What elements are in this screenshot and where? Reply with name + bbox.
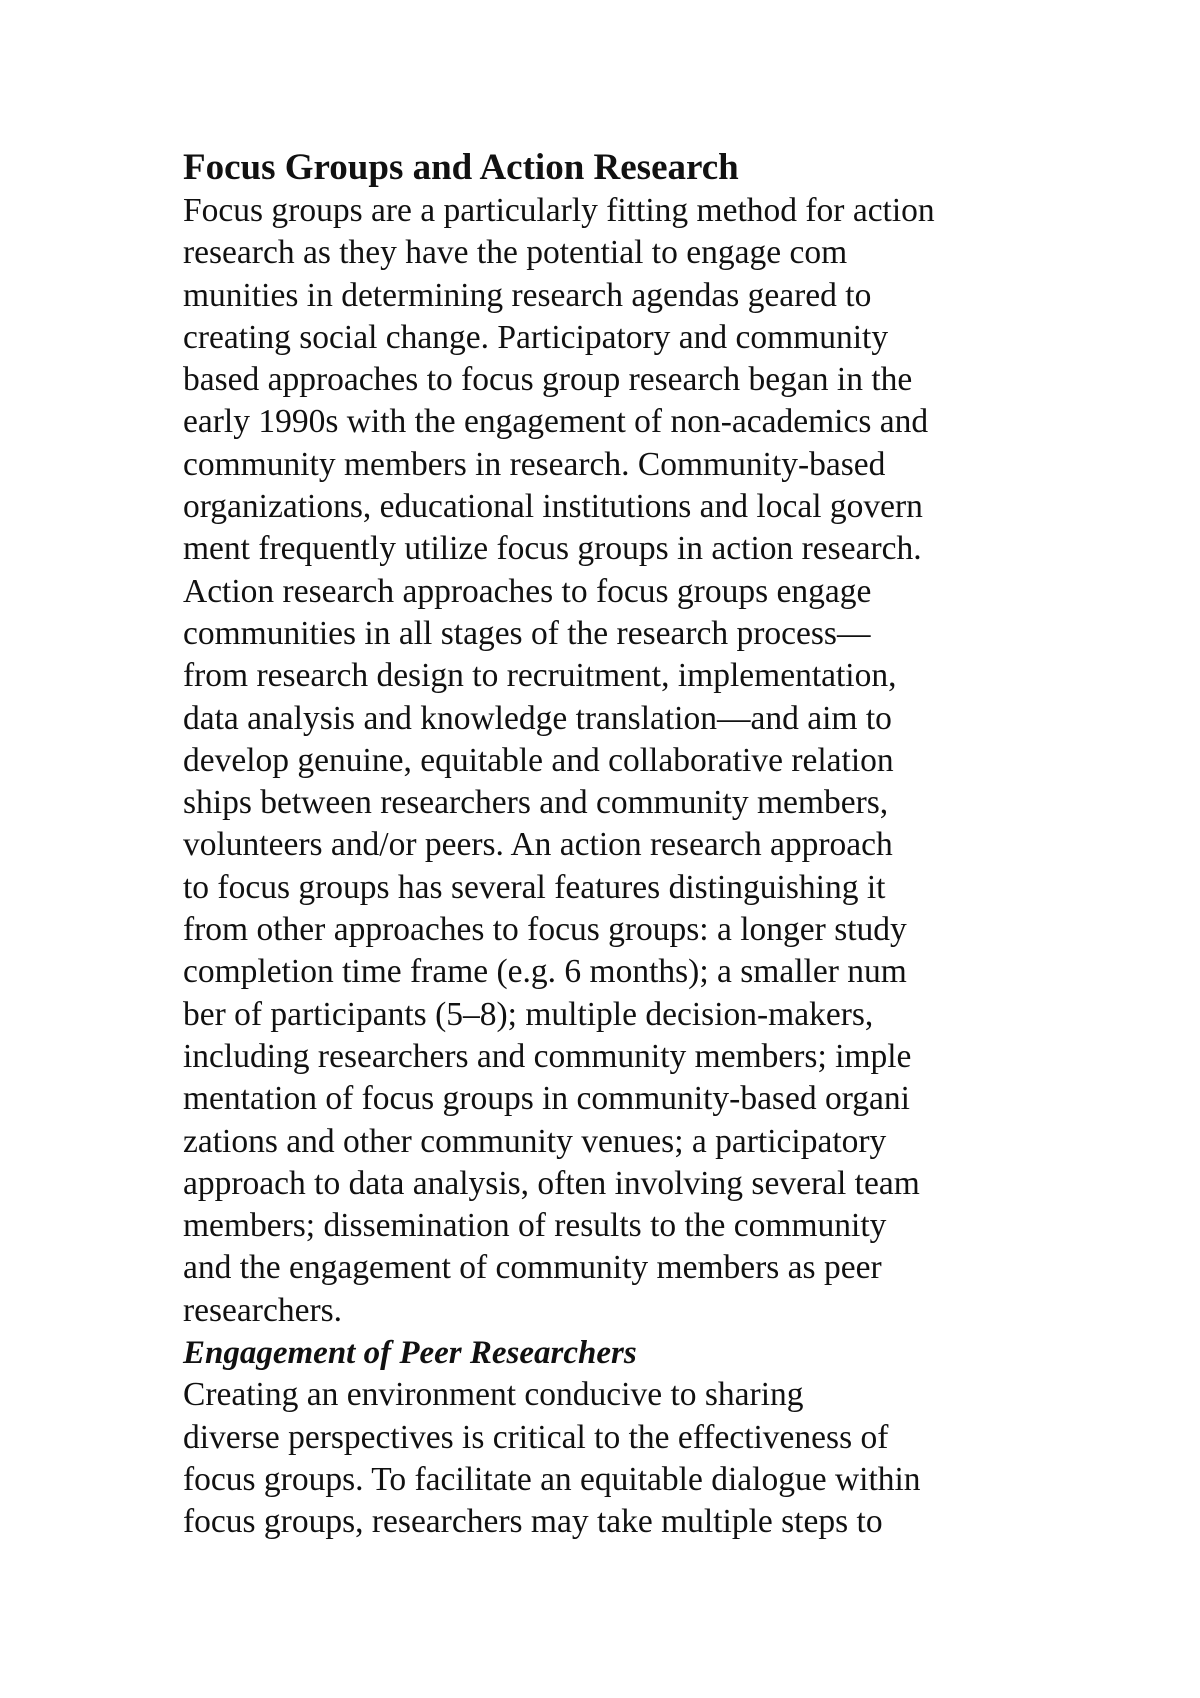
text-line: from other approaches to focus groups: a longer study	[183, 911, 907, 949]
text-line: approach to data analysis, often involving several team	[183, 1164, 920, 1202]
text-line: focus groups. To facilitate an equitable dialogue within	[183, 1460, 921, 1498]
text-line: ships between researchers and community members,	[183, 784, 889, 822]
text-line: including researchers and community members; imple	[183, 1037, 912, 1075]
text-line: communities in all stages of the research process—	[183, 614, 871, 652]
subsection-paragraph	[183, 1374, 1053, 1543]
section-paragraph	[183, 190, 1053, 1332]
text-line: organizations, educational institutions and local govern	[183, 488, 923, 526]
text-line: munities in determining research agendas geared to	[183, 276, 872, 314]
text-line: volunteers and/or peers. An action research approach	[183, 826, 893, 864]
text-line: focus groups, researchers may take multiple steps to	[183, 1503, 883, 1541]
section-heading: Focus Groups and Action Research	[183, 147, 739, 188]
text-line: creating social change. Participatory and community	[183, 318, 889, 356]
text-line: and the engagement of community members as peer	[183, 1249, 882, 1287]
text-line: ment frequently utilize focus groups in action research.	[183, 530, 922, 568]
text-line: Focus groups are a particularly fitting method for action	[183, 192, 935, 229]
document-page	[183, 146, 1053, 1544]
text-line: from research design to recruitment, implementation,	[183, 657, 897, 695]
text-line: to focus groups has several features distinguishing it	[183, 868, 886, 906]
text-line: mentation of focus groups in community-based organi	[183, 1080, 910, 1118]
text-line: based approaches to focus group research began in the	[183, 361, 913, 399]
text-line: completion time frame (e.g. 6 months); a smaller num	[183, 953, 907, 991]
text-line: Action research approaches to focus groups engage	[183, 572, 872, 610]
text-line: diverse perspectives is critical to the effectiveness of	[183, 1418, 889, 1456]
text-line: develop genuine, equitable and collaborative relation	[183, 741, 894, 779]
text-line: ber of participants (5–8); multiple decision-makers,	[183, 995, 874, 1033]
text-line: zations and other community venues; a participatory	[183, 1122, 887, 1160]
subsection-heading: Engagement of Peer Researchers	[183, 1335, 637, 1372]
text-line: research as they have the potential to engage com	[183, 234, 848, 272]
text-line: members; dissemination of results to the community	[183, 1207, 887, 1245]
text-line: community members in research. Community-based	[183, 445, 886, 483]
text-line: data analysis and knowledge translation—and aim to	[183, 699, 892, 737]
text-line: early 1990s with the engagement of non-academics and	[183, 403, 929, 441]
text-line: researchers.	[183, 1291, 343, 1329]
text-line: Creating an environment conducive to sharing	[183, 1376, 804, 1414]
